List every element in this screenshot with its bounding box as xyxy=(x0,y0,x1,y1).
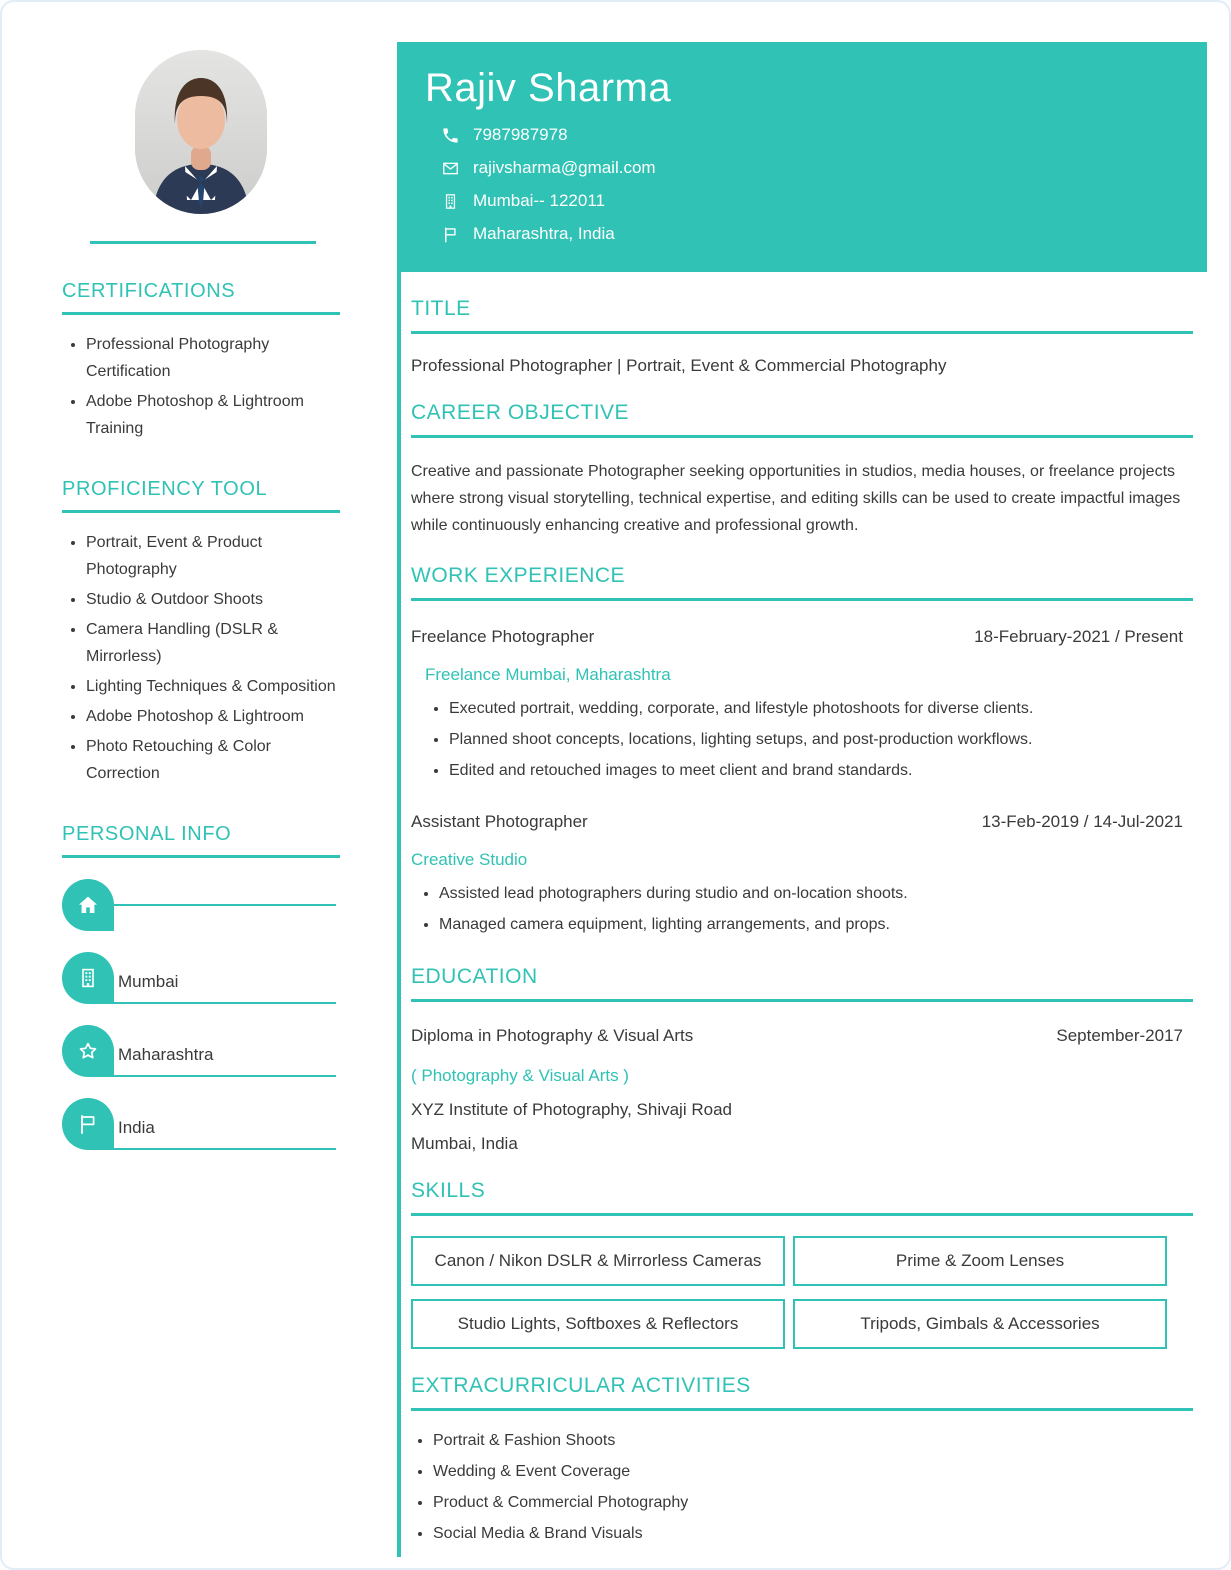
certifications-section xyxy=(62,280,340,442)
flag-icon xyxy=(76,1112,100,1136)
section-heading: EXTRACURRICULAR ACTIVITIES xyxy=(411,1374,751,1397)
list-item: • Managed camera equipment, lighting arrangements, and props. xyxy=(439,909,1207,940)
education-field: ( Photography & Visual Arts ) xyxy=(411,1066,629,1085)
avatar xyxy=(135,50,267,214)
home-icon xyxy=(76,893,100,917)
job-header xyxy=(411,812,1183,832)
job-dates: 18-February-2021 / Present xyxy=(974,627,1183,646)
personal-info-heading: PERSONAL INFO xyxy=(62,823,232,845)
education-degree: Diploma in Photography & Visual Arts xyxy=(411,1026,694,1045)
extracurricular-section xyxy=(401,1374,1207,1549)
building-icon xyxy=(76,966,100,990)
icon-badge xyxy=(62,879,114,931)
job-dates: 13-Feb-2019 / 14-Jul-2021 xyxy=(981,812,1183,831)
job-company: Freelance Mumbai, Maharashtra xyxy=(425,665,671,684)
section-underline xyxy=(411,598,1193,601)
job-entry xyxy=(411,812,1207,940)
personal-info-value: India xyxy=(118,1118,155,1137)
list-item: • Adobe Photoshop & Lightroom xyxy=(86,703,340,730)
icon-badge xyxy=(62,1025,114,1077)
personal-info-section xyxy=(62,823,340,1150)
section-underline xyxy=(62,312,340,315)
section-heading: TITLE xyxy=(411,297,471,320)
section-underline xyxy=(411,435,1193,438)
extracurricular-list xyxy=(411,1425,1207,1549)
phone-icon xyxy=(441,126,460,145)
list-item: • Lighting Techniques & Composition xyxy=(86,673,340,700)
section-heading: WORK EXPERIENCE xyxy=(411,564,626,587)
list-item: • Executed portrait, wedding, corporate, and lifestyle photoshoots for diverse clients. xyxy=(449,693,1207,724)
personal-info-row-city xyxy=(62,952,340,1004)
education-date: September-2017 xyxy=(1056,1026,1183,1045)
section-heading: EDUCATION xyxy=(411,965,538,988)
job-role: Assistant Photographer xyxy=(411,812,588,831)
objective-text: Creative and passionate Photographer seeking opportunities in studios, media houses, or freelance projects where strong visual storytelling, technical expertise, and editing skills can be used to create impactful images while continuously enhancing creative and professional growth. xyxy=(411,463,1181,534)
contact-value: 7987987978 xyxy=(473,125,568,144)
star-icon xyxy=(76,1039,100,1063)
job-entry xyxy=(411,627,1207,786)
proficiency-section xyxy=(62,478,340,787)
section-underline xyxy=(62,855,340,858)
skill-chip: Prime & Zoom Lenses xyxy=(793,1236,1167,1286)
candidate-name: Rajiv Sharma xyxy=(425,66,672,110)
contact-email xyxy=(441,158,1183,178)
skill-chip: Canon / Nikon DSLR & Mirrorless Cameras xyxy=(411,1236,785,1286)
contact-address xyxy=(441,191,1183,211)
list-item: • Planned shoot concepts, locations, lighting setups, and post-production workflows. xyxy=(449,724,1207,755)
list-item: • Professional Photography Certification xyxy=(86,331,340,385)
skills-grid xyxy=(411,1236,1167,1349)
row-underline xyxy=(114,904,336,906)
row-underline xyxy=(114,1148,336,1150)
education-institute: XYZ Institute of Photography, Shivaji Road xyxy=(411,1100,732,1119)
certifications-list xyxy=(62,331,340,442)
list-item: • Photo Retouching & Color Correction xyxy=(86,733,340,787)
job-bullet-list xyxy=(411,693,1207,786)
email-icon xyxy=(441,159,460,178)
skill-chip: Tripods, Gimbals & Accessories xyxy=(793,1299,1167,1349)
proficiency-list xyxy=(62,529,340,787)
contact-value: rajivsharma@gmail.com xyxy=(473,158,656,177)
contact-location xyxy=(441,224,1183,244)
contact-phone xyxy=(441,125,1183,145)
personal-info-value: Mumbai xyxy=(118,972,179,991)
profile-photo xyxy=(135,50,267,214)
work-experience-section xyxy=(401,564,1207,940)
job-company: Creative Studio xyxy=(411,850,528,869)
list-item: • Portrait & Fashion Shoots xyxy=(433,1425,1207,1456)
section-underline xyxy=(411,1408,1193,1411)
education-header xyxy=(411,1026,1183,1046)
list-item: • Edited and retouched images to meet client and brand standards. xyxy=(449,755,1207,786)
section-underline xyxy=(62,510,340,513)
row-underline xyxy=(114,1075,336,1077)
building-icon xyxy=(441,192,460,211)
sidebar xyxy=(62,42,340,1150)
personal-info-row-country xyxy=(62,1098,340,1150)
section-heading: CAREER OBJECTIVE xyxy=(411,401,630,424)
personal-info-row-address xyxy=(62,879,340,931)
header-banner xyxy=(401,42,1207,272)
section-underline xyxy=(411,331,1193,334)
list-item: • Studio & Outdoor Shoots xyxy=(86,586,340,613)
list-item: • Wedding & Event Coverage xyxy=(433,1456,1207,1487)
personal-info-value: Maharashtra xyxy=(118,1045,214,1064)
contact-value: Mumbai-- 122011 xyxy=(473,191,605,210)
section-underline xyxy=(411,1213,1193,1216)
list-item: • Social Media & Brand Visuals xyxy=(433,1518,1207,1549)
list-item: • Portrait, Event & Product Photography xyxy=(86,529,340,583)
section-underline xyxy=(411,999,1193,1002)
section-heading: SKILLS xyxy=(411,1179,486,1202)
education-section xyxy=(401,965,1207,1154)
skill-chip: Studio Lights, Softboxes & Reflectors xyxy=(411,1299,785,1349)
certifications-heading: CERTIFICATIONS xyxy=(62,280,236,302)
list-item: • Assisted lead photographers during studio and on-location shoots. xyxy=(439,878,1207,909)
job-bullet-list xyxy=(411,878,1207,940)
main-column xyxy=(397,42,1207,1557)
job-header xyxy=(411,627,1183,647)
photo-divider xyxy=(90,241,316,244)
contact-value: Maharashtra, India xyxy=(473,224,615,243)
education-location: Mumbai, India xyxy=(411,1134,518,1153)
icon-badge xyxy=(62,1098,114,1150)
proficiency-heading: PROFICIENCY TOOL xyxy=(62,478,268,500)
personal-info-row-state xyxy=(62,1025,340,1077)
skills-section xyxy=(401,1179,1207,1349)
title-section xyxy=(401,297,1207,376)
career-objective-section xyxy=(401,401,1207,539)
list-item: • Camera Handling (DSLR & Mirrorless) xyxy=(86,616,340,670)
list-item: • Adobe Photoshop & Lightroom Training xyxy=(86,388,340,442)
title-text: Professional Photographer | Portrait, Event & Commercial Photography xyxy=(411,356,947,375)
icon-badge xyxy=(62,952,114,1004)
list-item: • Product & Commercial Photography xyxy=(433,1487,1207,1518)
flag-icon xyxy=(441,225,460,244)
job-role: Freelance Photographer xyxy=(411,627,595,646)
row-underline xyxy=(114,1002,336,1004)
